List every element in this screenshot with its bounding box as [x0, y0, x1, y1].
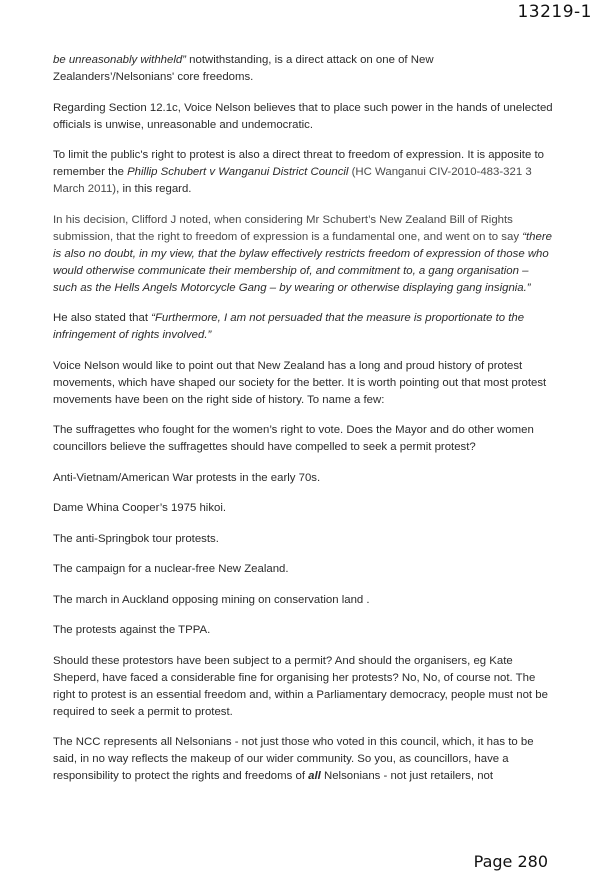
paragraph-section-12-1c: Regarding Section 12.1c, Voice Nelson believes that to place such power in the hands of unelected officials is unwise, unreasonable and undemocratic.	[53, 101, 553, 131]
list-item: Dame Whina Cooper’s 1975 hikoi.	[53, 502, 227, 514]
list-item: The protests against the TPPA.	[53, 624, 211, 636]
italic-quote: be unreasonably withheld”	[53, 54, 186, 66]
paragraph-text: notwithstanding, is a direct attack on one of New Zealanders’/Nelsonians' core freedoms.	[53, 54, 434, 83]
document-id: 13219-1	[517, 2, 592, 22]
case-citation: (HC Wanganui CIV-2010-483-321 3 March 2011)	[53, 166, 532, 195]
paragraph-permit-question: Should these protestors have been subject to a permit? And should the organisers, eg Kate Sheperd, have faced a considerable fine for organising her protests? No, No, of course not. The right to protest is an essential freedom and, within a Parliamentary democracy, people must not be required to seek a permit to protest.	[53, 654, 548, 718]
paragraph-text: He also stated that	[53, 312, 152, 324]
list-item: The campaign for a nuclear-free New Zealand.	[53, 563, 289, 575]
list-item: The march in Auckland opposing mining on conservation land .	[53, 593, 370, 606]
case-name: Phillip Schubert v Wanganui District Council	[127, 166, 349, 178]
paragraph-protest-history: Voice Nelson would like to point out that New Zealand has a long and proud history of protest movements, which have shaped our society for the better. It is worth pointing out that most protest movements have been on the right side of history. To name a few:	[53, 359, 547, 406]
paragraph-proportionate	[53, 310, 553, 344]
court-quote: “there is also no doubt, in my view, that the bylaw effectively restricts freedom of expression of those who would otherwise communicate their membership of, and commitment to, a gang organisation – such as the Hells Angels Motorcycle Gang – by wearing or otherwise displaying gang insignia.”	[53, 230, 552, 294]
list-item: Anti-Vietnam/American War protests in the early 70s.	[53, 471, 321, 484]
list-item: The anti-Springbok tour protests.	[53, 532, 219, 545]
court-quote: “Furthermore, I am not persuaded that the measure is proportionate to the infringement of rights involved.”	[53, 312, 525, 341]
emphasis-all: all	[308, 770, 321, 782]
letter-body	[53, 52, 553, 785]
paragraph-text: The NCC represents all Nelsonians - not just those who voted in this council, which, it has to be said, in no way reflects the makeup of our wider community. So you, as councillors, have a responsibility to protect the rights and freedoms of	[53, 736, 534, 782]
paragraph-text: , in this regard.	[116, 183, 192, 195]
paragraph-text: Nelsonians - not just retailers, not	[320, 770, 494, 782]
page-number: Page 280	[473, 852, 548, 871]
paragraph-suffragettes: The suffragettes who fought for the women’s right to vote. Does the Mayor and do other women councillors believe the suffragettes should have compelled to seek a permit protest?	[53, 424, 534, 453]
paragraph-text: To limit the public's right to protest is also a direct threat to freedom of expression. It is apposite to remember the	[53, 149, 544, 178]
paragraph-freedom-of-expression	[53, 147, 553, 198]
paragraph-ncc-represents	[53, 734, 553, 785]
paragraph-withheld	[53, 52, 553, 86]
paragraph-clifford-decision	[53, 212, 553, 297]
paragraph-text: In his decision, Clifford J noted, when considering Mr Schubert’s New Zealand Bill of Rights submission, that the right to freedom of expression is a fundamental one, and went on to say	[53, 213, 523, 243]
